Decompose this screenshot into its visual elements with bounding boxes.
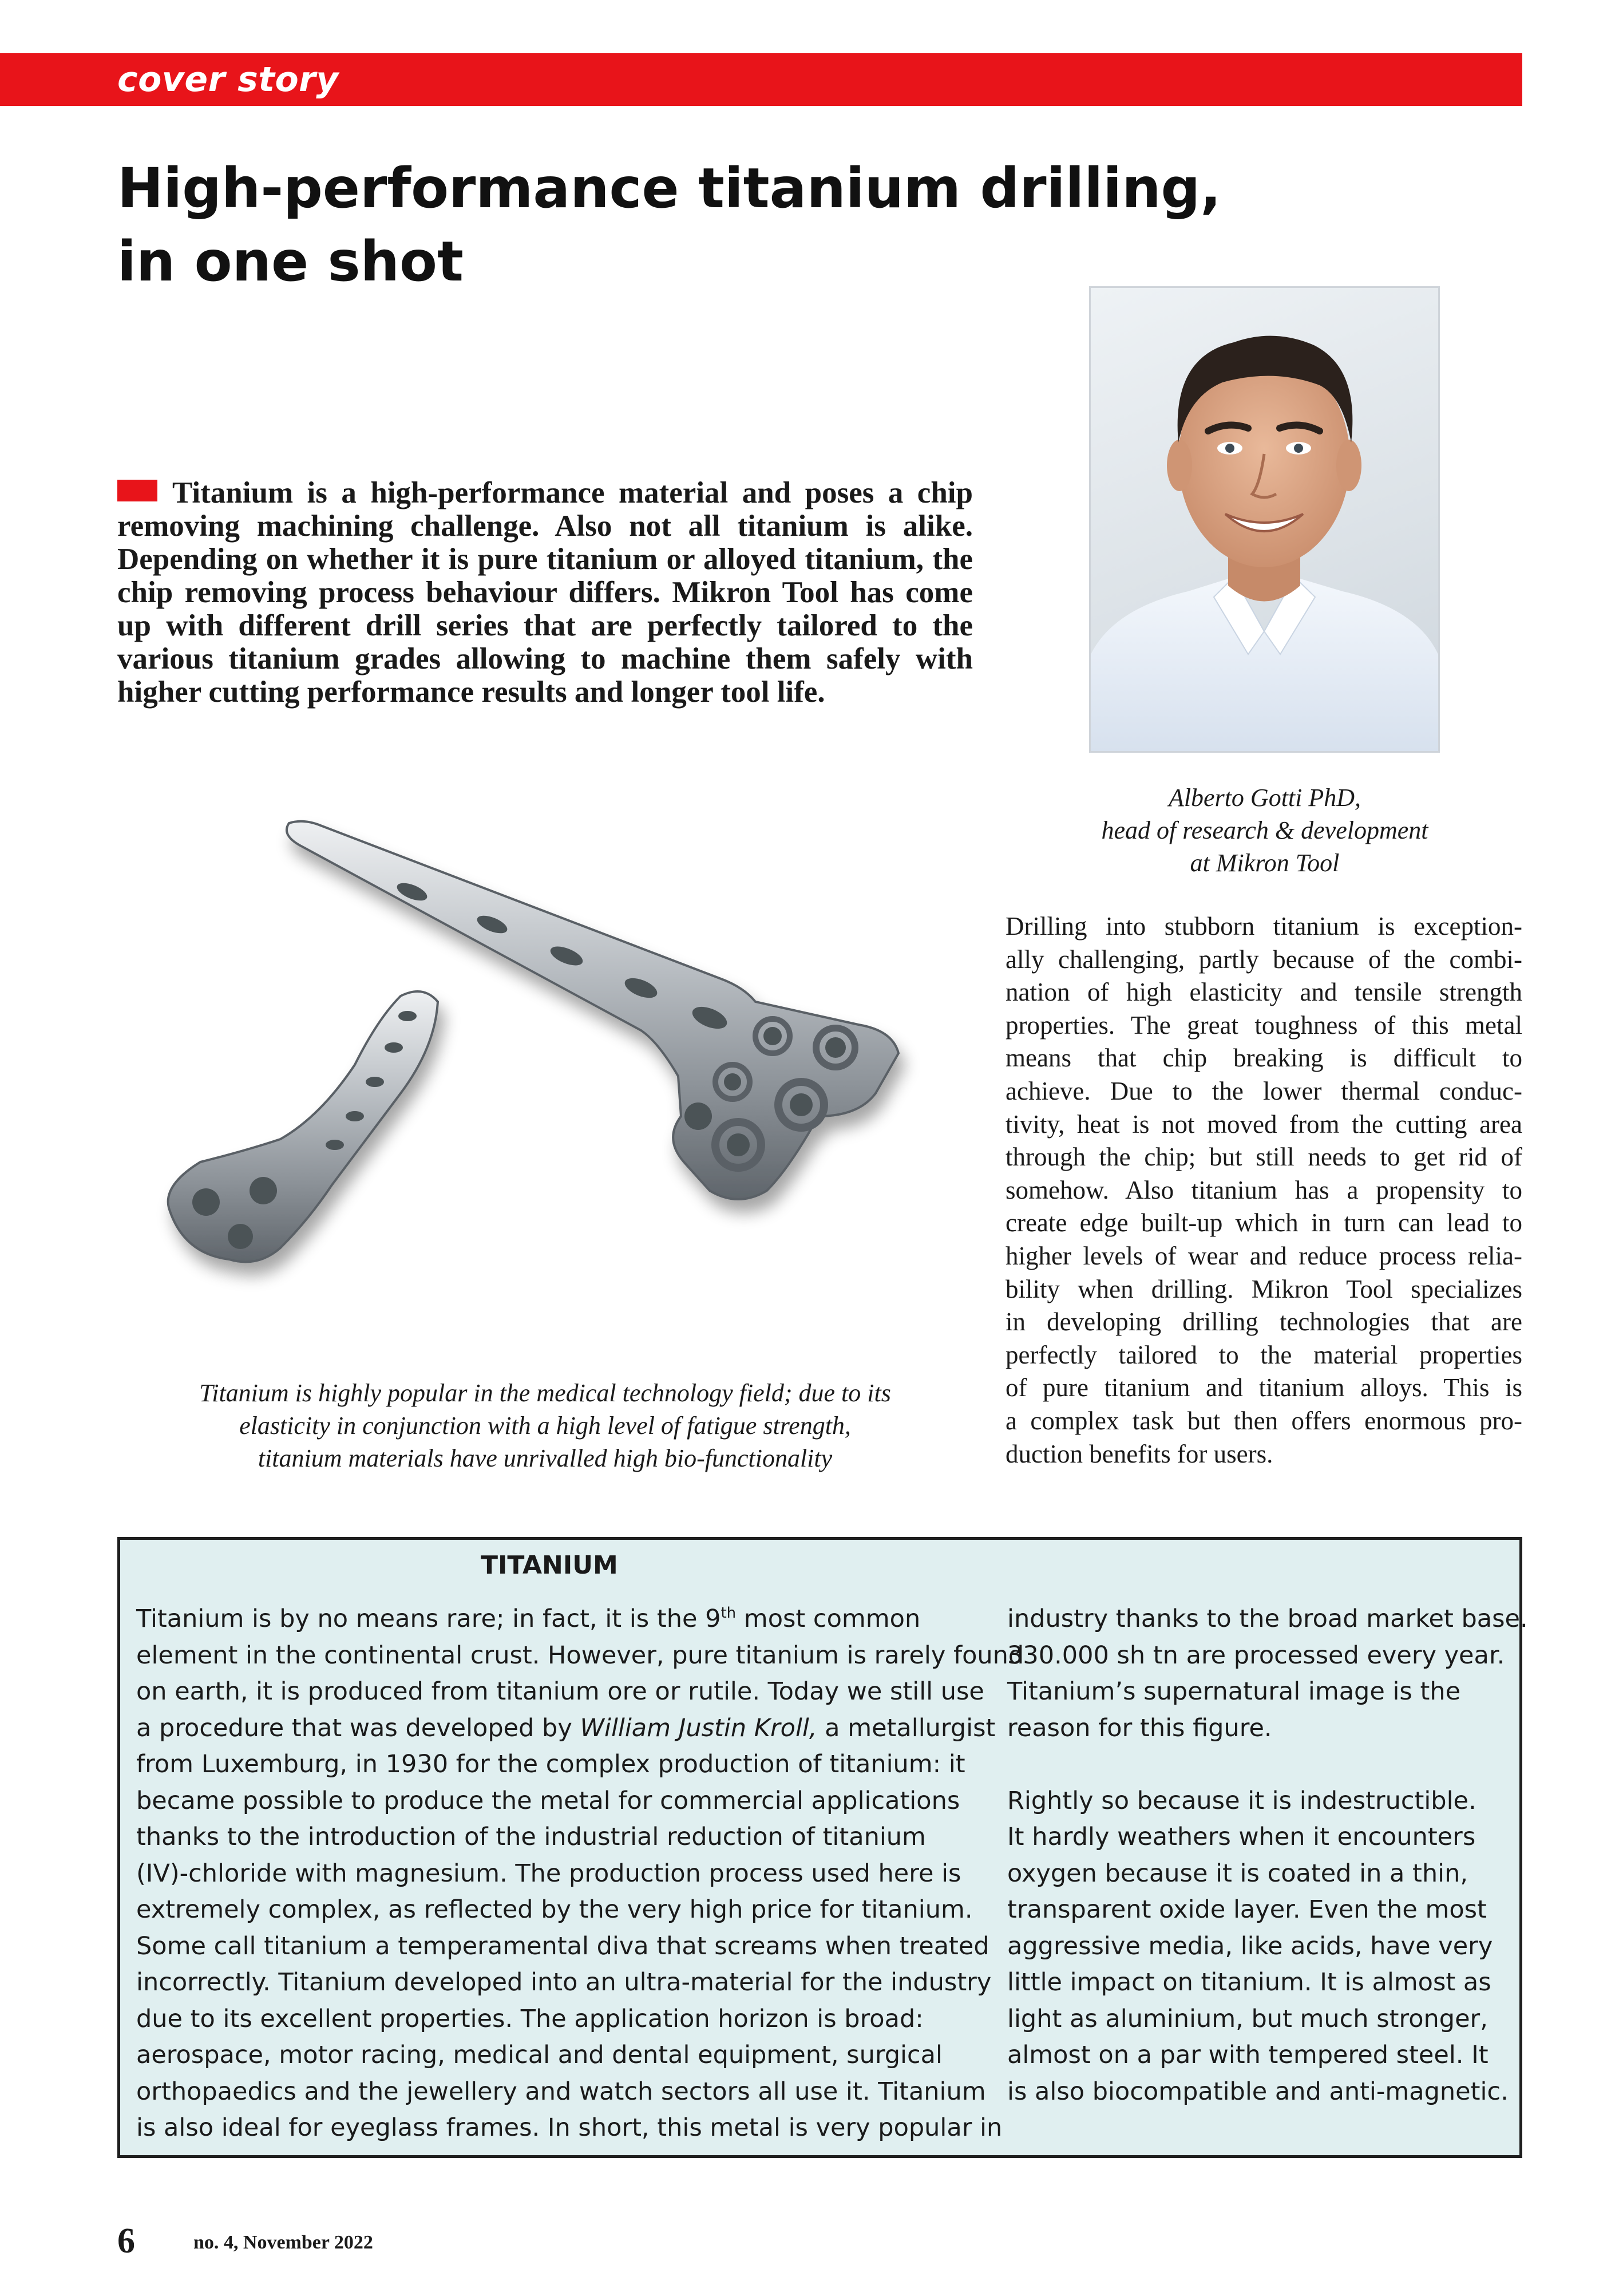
- caption-line: Alberto Gotti PhD,: [1168, 784, 1361, 812]
- box-line: [136, 1710, 996, 1747]
- body-line: means that chip breaking is difficult to: [1006, 1044, 1522, 1073]
- body-paragraph: [1006, 910, 1522, 1471]
- implant-photo: [114, 796, 961, 1311]
- info-box-right-column: [1007, 1601, 1528, 2110]
- box-line: 330.000 sh tn are processed every year.: [1007, 1641, 1505, 1670]
- box-line: reason for this figure.: [1007, 1713, 1272, 1742]
- body-line: in developing drilling technologies that are: [1006, 1307, 1522, 1337]
- box-line: It hardly weathers when it encounters: [1007, 1823, 1476, 1851]
- caption-line: Titanium is highly popular in the medical technology field; due to its: [199, 1379, 891, 1407]
- body-line: properties. The great toughness of this metal: [1006, 1010, 1522, 1040]
- body-line: somehow. Also titanium has a propensity to: [1006, 1175, 1522, 1204]
- box-line: transparent oxide layer. Even the most: [1007, 1895, 1487, 1924]
- box-line: little impact on titanium. It is almost as: [1007, 1968, 1491, 1997]
- person-name: William Justin Kroll,: [580, 1713, 817, 1742]
- box-line: (IV)-chloride with magnesium. The production process used here is: [136, 1859, 961, 1888]
- lead-text: Titanium is a high-performance material and poses a chip removing machining challenge. Also not all titanium is alike. Depending on whether it is pure titanium or alloyed titanium, the chip removing process behaviour differs. Mikron Tool has come up with different drill series that are perfectly tailored to the various titanium grades allowing to machine them safely with higher cutting performance results and longer tool life.: [117, 476, 973, 709]
- body-line: through the chip; but still needs to get rid of: [1006, 1143, 1522, 1172]
- box-text: a metallurgist: [817, 1713, 996, 1742]
- box-line: industry thanks to the broad market base.: [1007, 1605, 1528, 1633]
- image-caption: [117, 1377, 973, 1475]
- ordinal-suffix: th: [721, 1605, 737, 1622]
- box-text: most common: [736, 1605, 921, 1633]
- box-line: orthopaedics and the jewellery and watch sectors all use it. Titanium: [136, 2077, 986, 2106]
- lead-paragraph: [117, 476, 973, 709]
- box-text: a procedure that was developed by: [136, 1713, 580, 1742]
- box-line: element in the continental crust. However, pure titanium is rarely found: [136, 1641, 1024, 1670]
- box-text: Titanium is by no means rare; in fact, it is the 9: [136, 1605, 721, 1633]
- box-line: incorrectly. Titanium developed into an ultra-material for the industry: [136, 1968, 992, 1997]
- box-line: Some call titanium a temperamental diva that screams when treated: [136, 1931, 989, 1961]
- box-line: extremely complex, as reflected by the very high price for titanium.: [136, 1895, 973, 1924]
- issue-label: no. 4, November 2022: [193, 2232, 373, 2253]
- portrait-illustration: [1091, 288, 1438, 751]
- box-line: aggressive media, like acids, have very: [1007, 1931, 1493, 1961]
- caption-line: at Mikron Tool: [1190, 849, 1340, 877]
- portrait-photo: [1089, 286, 1440, 753]
- caption-line: elasticity in conjunction with a high level of fatigue strength,: [239, 1412, 851, 1440]
- box-line: on earth, it is produced from titanium ore or rutile. Today we still use: [136, 1677, 984, 1706]
- box-line: Rightly so because it is indestructible.: [1007, 1786, 1476, 1815]
- body-line: a complex task but then offers enormous pro-: [1006, 1406, 1522, 1435]
- body-line: create edge built-up which in turn can lead to: [1006, 1208, 1522, 1238]
- box-line: from Luxemburg, in 1930 for the complex production of titanium: it: [136, 1750, 965, 1779]
- box-line: is also ideal for eyeglass frames. In short, this metal is very popular in: [136, 2113, 1003, 2142]
- headline-line: in one shot: [117, 230, 464, 294]
- body-line: duction benefits for users.: [1006, 1439, 1273, 1468]
- body-line: perfectly tailored to the material properties: [1006, 1340, 1522, 1369]
- body-line: higher levels of wear and reduce process relia-: [1006, 1241, 1522, 1270]
- paragraph-gap: [1007, 1746, 1511, 1783]
- section-label: cover story: [117, 60, 339, 100]
- box-line: thanks to the introduction of the industrial reduction of titanium: [136, 1823, 926, 1851]
- body-line: tivity, heat is not moved from the cutting area: [1006, 1109, 1522, 1139]
- body-line: of pure titanium and titanium alloys. This is: [1006, 1373, 1522, 1402]
- portrait-caption: [1064, 781, 1465, 879]
- headline: [117, 152, 1221, 298]
- box-line: aerospace, motor racing, medical and dental equipment, surgical: [136, 2041, 943, 2069]
- box-line: is also biocompatible and anti-magnetic.: [1007, 2077, 1509, 2106]
- body-line: Drilling into stubborn titanium is exception-: [1006, 912, 1522, 940]
- headline-line: High-performance titanium drilling,: [117, 156, 1221, 220]
- box-line: [136, 1601, 989, 1638]
- box-line: oxygen because it is coated in a thin,: [1007, 1859, 1468, 1888]
- box-line: Titanium’s supernatural image is the: [1007, 1677, 1461, 1706]
- box-line: almost on a par with tempered steel. It: [1007, 2041, 1489, 2069]
- box-line: light as aluminium, but much stronger,: [1007, 2004, 1488, 2033]
- lead-marker: [117, 480, 157, 501]
- box-line: became possible to produce the metal for commercial applications: [136, 1786, 960, 1815]
- caption-line: titanium materials have unrivalled high bio-functionality: [258, 1444, 833, 1472]
- implant-illustration: [114, 796, 961, 1311]
- page-number: 6: [117, 2222, 135, 2261]
- body-line: bility when drilling. Mikron Tool specializes: [1006, 1274, 1522, 1303]
- box-line: due to its excellent properties. The application horizon is broad:: [136, 2004, 924, 2033]
- body-line: achieve. Due to the lower thermal conduc-: [1006, 1076, 1522, 1105]
- info-box-left-column: [136, 1601, 1024, 2147]
- body-line: nation of high elasticity and tensile strength: [1006, 978, 1522, 1007]
- info-box-title: TITANIUM: [481, 1551, 618, 1580]
- body-line: ally challenging, partly because of the combi-: [1006, 945, 1522, 974]
- caption-line: head of research & development: [1101, 816, 1428, 844]
